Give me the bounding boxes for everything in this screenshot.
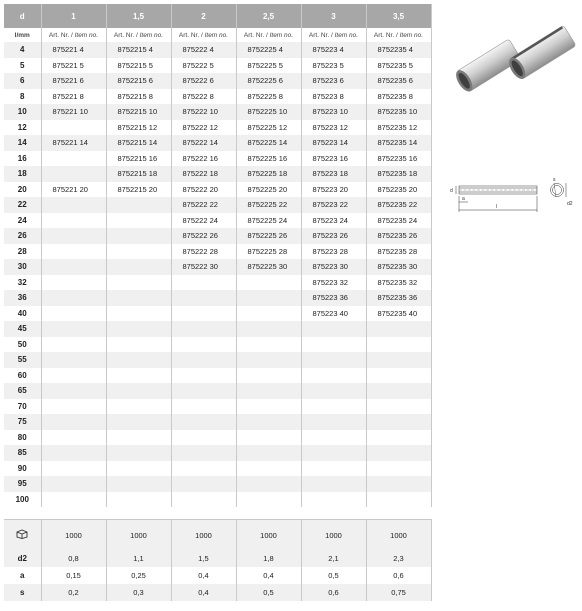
spec-row — [4, 550, 431, 567]
item-number-cell — [301, 492, 366, 508]
item-table — [4, 4, 432, 507]
item-number-cell — [106, 368, 171, 384]
item-number-cell: 875223 24 — [301, 213, 366, 229]
table-row — [4, 337, 431, 353]
item-number-cell — [41, 337, 106, 353]
table-row — [4, 120, 431, 136]
diameter-header: 1 — [41, 4, 106, 28]
item-number-cell: 875223 30 — [301, 259, 366, 275]
d-header: d — [4, 4, 41, 28]
length-cell: 70 — [4, 399, 41, 415]
table-row — [4, 414, 431, 430]
item-number-cell — [366, 352, 431, 368]
spec-value: 0,5 — [301, 567, 366, 584]
spec-value: 0,75 — [366, 584, 431, 601]
spec-value: 2,3 — [366, 550, 431, 567]
item-number-cell — [366, 476, 431, 492]
item-number-cell: 875222 26 — [171, 228, 236, 244]
item-number-cell: 875223 4 — [301, 42, 366, 58]
item-number-cell: 8752225 26 — [236, 228, 301, 244]
item-number-cell — [301, 399, 366, 415]
item-number-cell — [171, 399, 236, 415]
item-number-cell: 875223 12 — [301, 120, 366, 136]
table-row — [4, 275, 431, 291]
item-number-cell — [236, 383, 301, 399]
item-number-cell — [366, 337, 431, 353]
item-number-cell: 875221 20 — [41, 182, 106, 198]
item-number-cell — [301, 476, 366, 492]
item-number-cell — [236, 368, 301, 384]
table-row — [4, 135, 431, 151]
drawing-label-s: s — [553, 177, 556, 183]
item-number-cell: 875223 18 — [301, 166, 366, 182]
item-number-cell — [236, 306, 301, 322]
package-qty: 1000 — [106, 520, 171, 551]
length-cell: 6 — [4, 73, 41, 89]
item-number-cell — [171, 492, 236, 508]
item-number-cell — [106, 445, 171, 461]
item-number-cell — [366, 461, 431, 477]
item-number-cell: 875222 24 — [171, 213, 236, 229]
item-number-cell — [41, 306, 106, 322]
art-nr-header: Art. Nr. / Item no. — [106, 28, 171, 42]
item-number-cell — [106, 414, 171, 430]
item-number-cell — [171, 430, 236, 446]
item-number-cell — [171, 368, 236, 384]
table-row — [4, 244, 431, 260]
item-number-cell: 875222 14 — [171, 135, 236, 151]
item-number-cell: 875223 36 — [301, 290, 366, 306]
spec-value: 0,4 — [171, 584, 236, 601]
subheader-row — [4, 28, 431, 42]
spec-value: 0,2 — [41, 584, 106, 601]
item-number-cell — [41, 430, 106, 446]
item-number-cell: 875221 6 — [41, 73, 106, 89]
spec-value: 2,1 — [301, 550, 366, 567]
item-number-cell: 875222 12 — [171, 120, 236, 136]
item-number-cell: 8752215 16 — [106, 151, 171, 167]
item-number-cell: 875222 16 — [171, 151, 236, 167]
item-number-cell — [41, 399, 106, 415]
spec-value: 0,4 — [171, 567, 236, 584]
item-number-cell — [171, 383, 236, 399]
length-cell: 10 — [4, 104, 41, 120]
length-cell: 28 — [4, 244, 41, 260]
item-number-cell — [171, 414, 236, 430]
item-number-cell: 8752225 10 — [236, 104, 301, 120]
item-number-cell — [106, 492, 171, 508]
item-number-cell — [366, 368, 431, 384]
item-number-cell: 875223 26 — [301, 228, 366, 244]
item-number-cell — [41, 321, 106, 337]
item-number-cell: 8752235 24 — [366, 213, 431, 229]
item-number-cell: 8752225 30 — [236, 259, 301, 275]
item-number-cell — [236, 337, 301, 353]
item-number-cell — [106, 399, 171, 415]
item-number-cell: 8752215 14 — [106, 135, 171, 151]
item-number-cell: 875222 4 — [171, 42, 236, 58]
item-number-cell — [171, 275, 236, 291]
item-number-cell — [106, 476, 171, 492]
item-number-cell: 8752215 8 — [106, 89, 171, 105]
diameter-header: 3,5 — [366, 4, 431, 28]
diameter-header: 1,5 — [106, 4, 171, 28]
item-number-cell — [106, 461, 171, 477]
item-number-cell — [236, 492, 301, 508]
item-number-cell — [41, 476, 106, 492]
table-row — [4, 166, 431, 182]
item-number-cell: 875223 8 — [301, 89, 366, 105]
item-number-cell — [236, 430, 301, 446]
item-number-cell: 875222 28 — [171, 244, 236, 260]
table-row — [4, 383, 431, 399]
item-number-cell — [41, 368, 106, 384]
item-number-cell: 875222 8 — [171, 89, 236, 105]
package-qty: 1000 — [301, 520, 366, 551]
table-row — [4, 73, 431, 89]
item-number-cell: 875223 16 — [301, 151, 366, 167]
item-number-cell: 8752215 5 — [106, 58, 171, 74]
item-number-cell: 875222 30 — [171, 259, 236, 275]
item-number-cell — [106, 321, 171, 337]
length-cell: 18 — [4, 166, 41, 182]
length-cell: 14 — [4, 135, 41, 151]
package-row — [4, 520, 431, 551]
item-number-cell — [171, 461, 236, 477]
item-number-cell — [366, 383, 431, 399]
item-number-cell: 8752215 6 — [106, 73, 171, 89]
item-number-cell — [41, 228, 106, 244]
item-number-cell — [106, 244, 171, 260]
spec-value: 0,4 — [236, 567, 301, 584]
item-number-cell: 8752225 24 — [236, 213, 301, 229]
drawing-label-d2: d2 — [567, 201, 573, 207]
item-number-cell — [236, 290, 301, 306]
item-number-cell — [106, 430, 171, 446]
item-number-cell: 875222 6 — [171, 73, 236, 89]
item-number-cell: 8752225 8 — [236, 89, 301, 105]
spec-value: 0,25 — [106, 567, 171, 584]
table-row — [4, 352, 431, 368]
item-number-cell — [301, 461, 366, 477]
item-number-cell — [171, 445, 236, 461]
item-number-cell — [41, 244, 106, 260]
item-number-cell — [106, 290, 171, 306]
item-number-cell: 875223 40 — [301, 306, 366, 322]
item-number-cell — [171, 337, 236, 353]
length-cell: 55 — [4, 352, 41, 368]
length-cell: 36 — [4, 290, 41, 306]
length-cell: 32 — [4, 275, 41, 291]
table-row — [4, 492, 431, 508]
table-row — [4, 182, 431, 198]
item-number-cell — [41, 383, 106, 399]
item-number-cell: 875223 5 — [301, 58, 366, 74]
length-cell: 90 — [4, 461, 41, 477]
length-cell: 50 — [4, 337, 41, 353]
item-number-cell — [171, 476, 236, 492]
item-number-cell: 875222 18 — [171, 166, 236, 182]
item-number-cell: 875223 6 — [301, 73, 366, 89]
item-number-cell — [236, 399, 301, 415]
item-number-cell — [41, 259, 106, 275]
item-number-cell: 875221 8 — [41, 89, 106, 105]
item-number-cell: 875223 14 — [301, 135, 366, 151]
item-number-cell — [301, 321, 366, 337]
length-cell: 80 — [4, 430, 41, 446]
table-row — [4, 197, 431, 213]
table-row — [4, 58, 431, 74]
length-cell: 30 — [4, 259, 41, 275]
item-number-cell — [106, 383, 171, 399]
drawing-label-l: l — [496, 204, 498, 210]
item-number-cell — [41, 492, 106, 508]
item-number-cell: 8752235 8 — [366, 89, 431, 105]
diameter-header: 2 — [171, 4, 236, 28]
table-row — [4, 151, 431, 167]
item-number-cell: 8752235 6 — [366, 73, 431, 89]
table-row — [4, 42, 431, 58]
art-nr-header: Art. Nr. / Item no. — [41, 28, 106, 42]
length-cell: 22 — [4, 197, 41, 213]
item-number-cell — [301, 430, 366, 446]
package-qty: 1000 — [236, 520, 301, 551]
length-cell: 40 — [4, 306, 41, 322]
item-number-cell — [41, 197, 106, 213]
spec-value: 0,6 — [301, 584, 366, 601]
diameter-header: 3 — [301, 4, 366, 28]
item-number-cell: 8752225 6 — [236, 73, 301, 89]
art-nr-header: Art. Nr. / Item no. — [301, 28, 366, 42]
length-cell: 20 — [4, 182, 41, 198]
item-number-cell: 875223 32 — [301, 275, 366, 291]
table-row — [4, 104, 431, 120]
item-number-cell: 8752225 4 — [236, 42, 301, 58]
item-number-cell: 8752235 18 — [366, 166, 431, 182]
item-number-cell: 8752215 20 — [106, 182, 171, 198]
item-number-cell — [236, 476, 301, 492]
item-number-cell: 8752235 30 — [366, 259, 431, 275]
spec-value: 0,15 — [41, 567, 106, 584]
table-row — [4, 461, 431, 477]
spec-row — [4, 584, 431, 601]
table-row — [4, 89, 431, 105]
item-number-cell: 875221 10 — [41, 104, 106, 120]
length-cell: 26 — [4, 228, 41, 244]
product-photo — [448, 6, 578, 106]
spec-value: 0,6 — [366, 567, 431, 584]
spec-label: s — [4, 584, 41, 601]
diameter-header: 2,5 — [236, 4, 301, 28]
diameter-header-row — [4, 4, 431, 28]
item-number-cell: 875223 10 — [301, 104, 366, 120]
item-number-cell — [236, 461, 301, 477]
package-qty: 1000 — [41, 520, 106, 551]
item-number-cell: 875223 20 — [301, 182, 366, 198]
item-number-cell — [106, 306, 171, 322]
item-number-cell: 875222 10 — [171, 104, 236, 120]
table-row — [4, 213, 431, 229]
item-number-cell — [236, 445, 301, 461]
table-row — [4, 476, 431, 492]
item-number-cell — [106, 228, 171, 244]
package-qty: 1000 — [366, 520, 431, 551]
length-cell: 8 — [4, 89, 41, 105]
art-nr-header: Art. Nr. / Item no. — [236, 28, 301, 42]
length-cell: 45 — [4, 321, 41, 337]
spec-value: 0,5 — [236, 584, 301, 601]
item-number-cell: 8752235 20 — [366, 182, 431, 198]
item-number-cell — [41, 290, 106, 306]
item-number-cell: 8752235 12 — [366, 120, 431, 136]
length-cell: 85 — [4, 445, 41, 461]
item-number-cell — [106, 213, 171, 229]
item-number-cell: 875222 20 — [171, 182, 236, 198]
length-cell: 95 — [4, 476, 41, 492]
table-row — [4, 445, 431, 461]
item-number-cell: 875221 14 — [41, 135, 106, 151]
item-number-cell: 8752215 18 — [106, 166, 171, 182]
item-number-cell — [41, 461, 106, 477]
item-number-cell — [106, 259, 171, 275]
item-number-cell: 8752225 16 — [236, 151, 301, 167]
length-cell: 100 — [4, 492, 41, 508]
length-cell: 24 — [4, 213, 41, 229]
item-number-cell: 8752225 20 — [236, 182, 301, 198]
item-number-cell — [41, 275, 106, 291]
item-number-cell: 8752235 22 — [366, 197, 431, 213]
length-header: l/mm — [4, 28, 41, 42]
item-number-cell — [366, 430, 431, 446]
item-number-cell: 8752225 5 — [236, 58, 301, 74]
item-number-cell: 8752235 5 — [366, 58, 431, 74]
item-number-cell: 8752235 26 — [366, 228, 431, 244]
item-number-cell — [106, 275, 171, 291]
item-number-cell: 8752215 4 — [106, 42, 171, 58]
spec-value: 1,8 — [236, 550, 301, 567]
length-cell: 75 — [4, 414, 41, 430]
length-cell: 12 — [4, 120, 41, 136]
item-number-cell — [301, 383, 366, 399]
item-number-cell — [236, 321, 301, 337]
table-row — [4, 259, 431, 275]
item-number-cell: 8752225 18 — [236, 166, 301, 182]
item-number-cell: 8752235 10 — [366, 104, 431, 120]
drawing-label-d: d — [450, 188, 453, 194]
item-number-cell — [41, 445, 106, 461]
item-number-cell — [106, 197, 171, 213]
item-number-cell — [366, 445, 431, 461]
item-number-cell — [301, 414, 366, 430]
length-cell: 4 — [4, 42, 41, 58]
length-cell: 5 — [4, 58, 41, 74]
item-number-cell — [301, 368, 366, 384]
item-number-cell — [301, 337, 366, 353]
table-row — [4, 306, 431, 322]
item-number-cell: 8752225 14 — [236, 135, 301, 151]
item-number-cell — [41, 213, 106, 229]
length-cell: 16 — [4, 151, 41, 167]
item-number-cell — [236, 352, 301, 368]
item-number-cell: 8752225 22 — [236, 197, 301, 213]
item-number-cell — [106, 352, 171, 368]
item-number-cell: 875221 4 — [41, 42, 106, 58]
art-nr-header: Art. Nr. / Item no. — [366, 28, 431, 42]
art-nr-header: Art. Nr. / Item no. — [171, 28, 236, 42]
spec-label: a — [4, 567, 41, 584]
item-number-cell — [366, 414, 431, 430]
technical-drawing — [444, 168, 579, 223]
length-cell: 60 — [4, 368, 41, 384]
item-number-cell — [41, 166, 106, 182]
item-number-cell: 8752225 28 — [236, 244, 301, 260]
item-number-cell — [301, 352, 366, 368]
length-cell: 65 — [4, 383, 41, 399]
item-number-cell — [41, 120, 106, 136]
item-number-cell — [106, 337, 171, 353]
item-number-cell: 875221 5 — [41, 58, 106, 74]
item-number-cell: 875222 22 — [171, 197, 236, 213]
item-number-cell — [301, 445, 366, 461]
item-number-cell — [236, 275, 301, 291]
package-icon — [4, 520, 41, 551]
table-row — [4, 321, 431, 337]
item-number-cell — [366, 492, 431, 508]
table-row — [4, 368, 431, 384]
spec-value: 1,1 — [106, 550, 171, 567]
spec-value: 1,5 — [171, 550, 236, 567]
item-number-cell: 8752235 32 — [366, 275, 431, 291]
item-number-cell: 8752215 10 — [106, 104, 171, 120]
item-number-cell — [236, 414, 301, 430]
item-number-cell: 8752235 28 — [366, 244, 431, 260]
item-number-cell — [41, 352, 106, 368]
table-row — [4, 228, 431, 244]
item-number-cell: 8752235 14 — [366, 135, 431, 151]
item-number-cell — [171, 352, 236, 368]
spec-row — [4, 567, 431, 584]
spec-table — [4, 519, 432, 601]
item-number-cell: 8752225 12 — [236, 120, 301, 136]
table-row — [4, 399, 431, 415]
item-number-cell — [41, 151, 106, 167]
item-number-cell: 8752235 4 — [366, 42, 431, 58]
item-number-cell — [171, 306, 236, 322]
item-number-cell: 8752215 12 — [106, 120, 171, 136]
item-number-cell — [171, 321, 236, 337]
item-number-cell — [366, 399, 431, 415]
drawing-label-a: a — [462, 196, 465, 202]
spec-value: 0,8 — [41, 550, 106, 567]
table-row — [4, 290, 431, 306]
item-number-cell: 8752235 16 — [366, 151, 431, 167]
item-number-cell: 875223 28 — [301, 244, 366, 260]
item-number-cell: 8752235 40 — [366, 306, 431, 322]
table-row — [4, 430, 431, 446]
item-number-cell — [41, 414, 106, 430]
spec-label: d2 — [4, 550, 41, 567]
spec-value: 0,3 — [106, 584, 171, 601]
item-number-cell: 875223 22 — [301, 197, 366, 213]
package-qty: 1000 — [171, 520, 236, 551]
item-number-cell: 8752235 36 — [366, 290, 431, 306]
item-number-cell: 875222 5 — [171, 58, 236, 74]
item-number-cell — [171, 290, 236, 306]
item-number-cell — [366, 321, 431, 337]
